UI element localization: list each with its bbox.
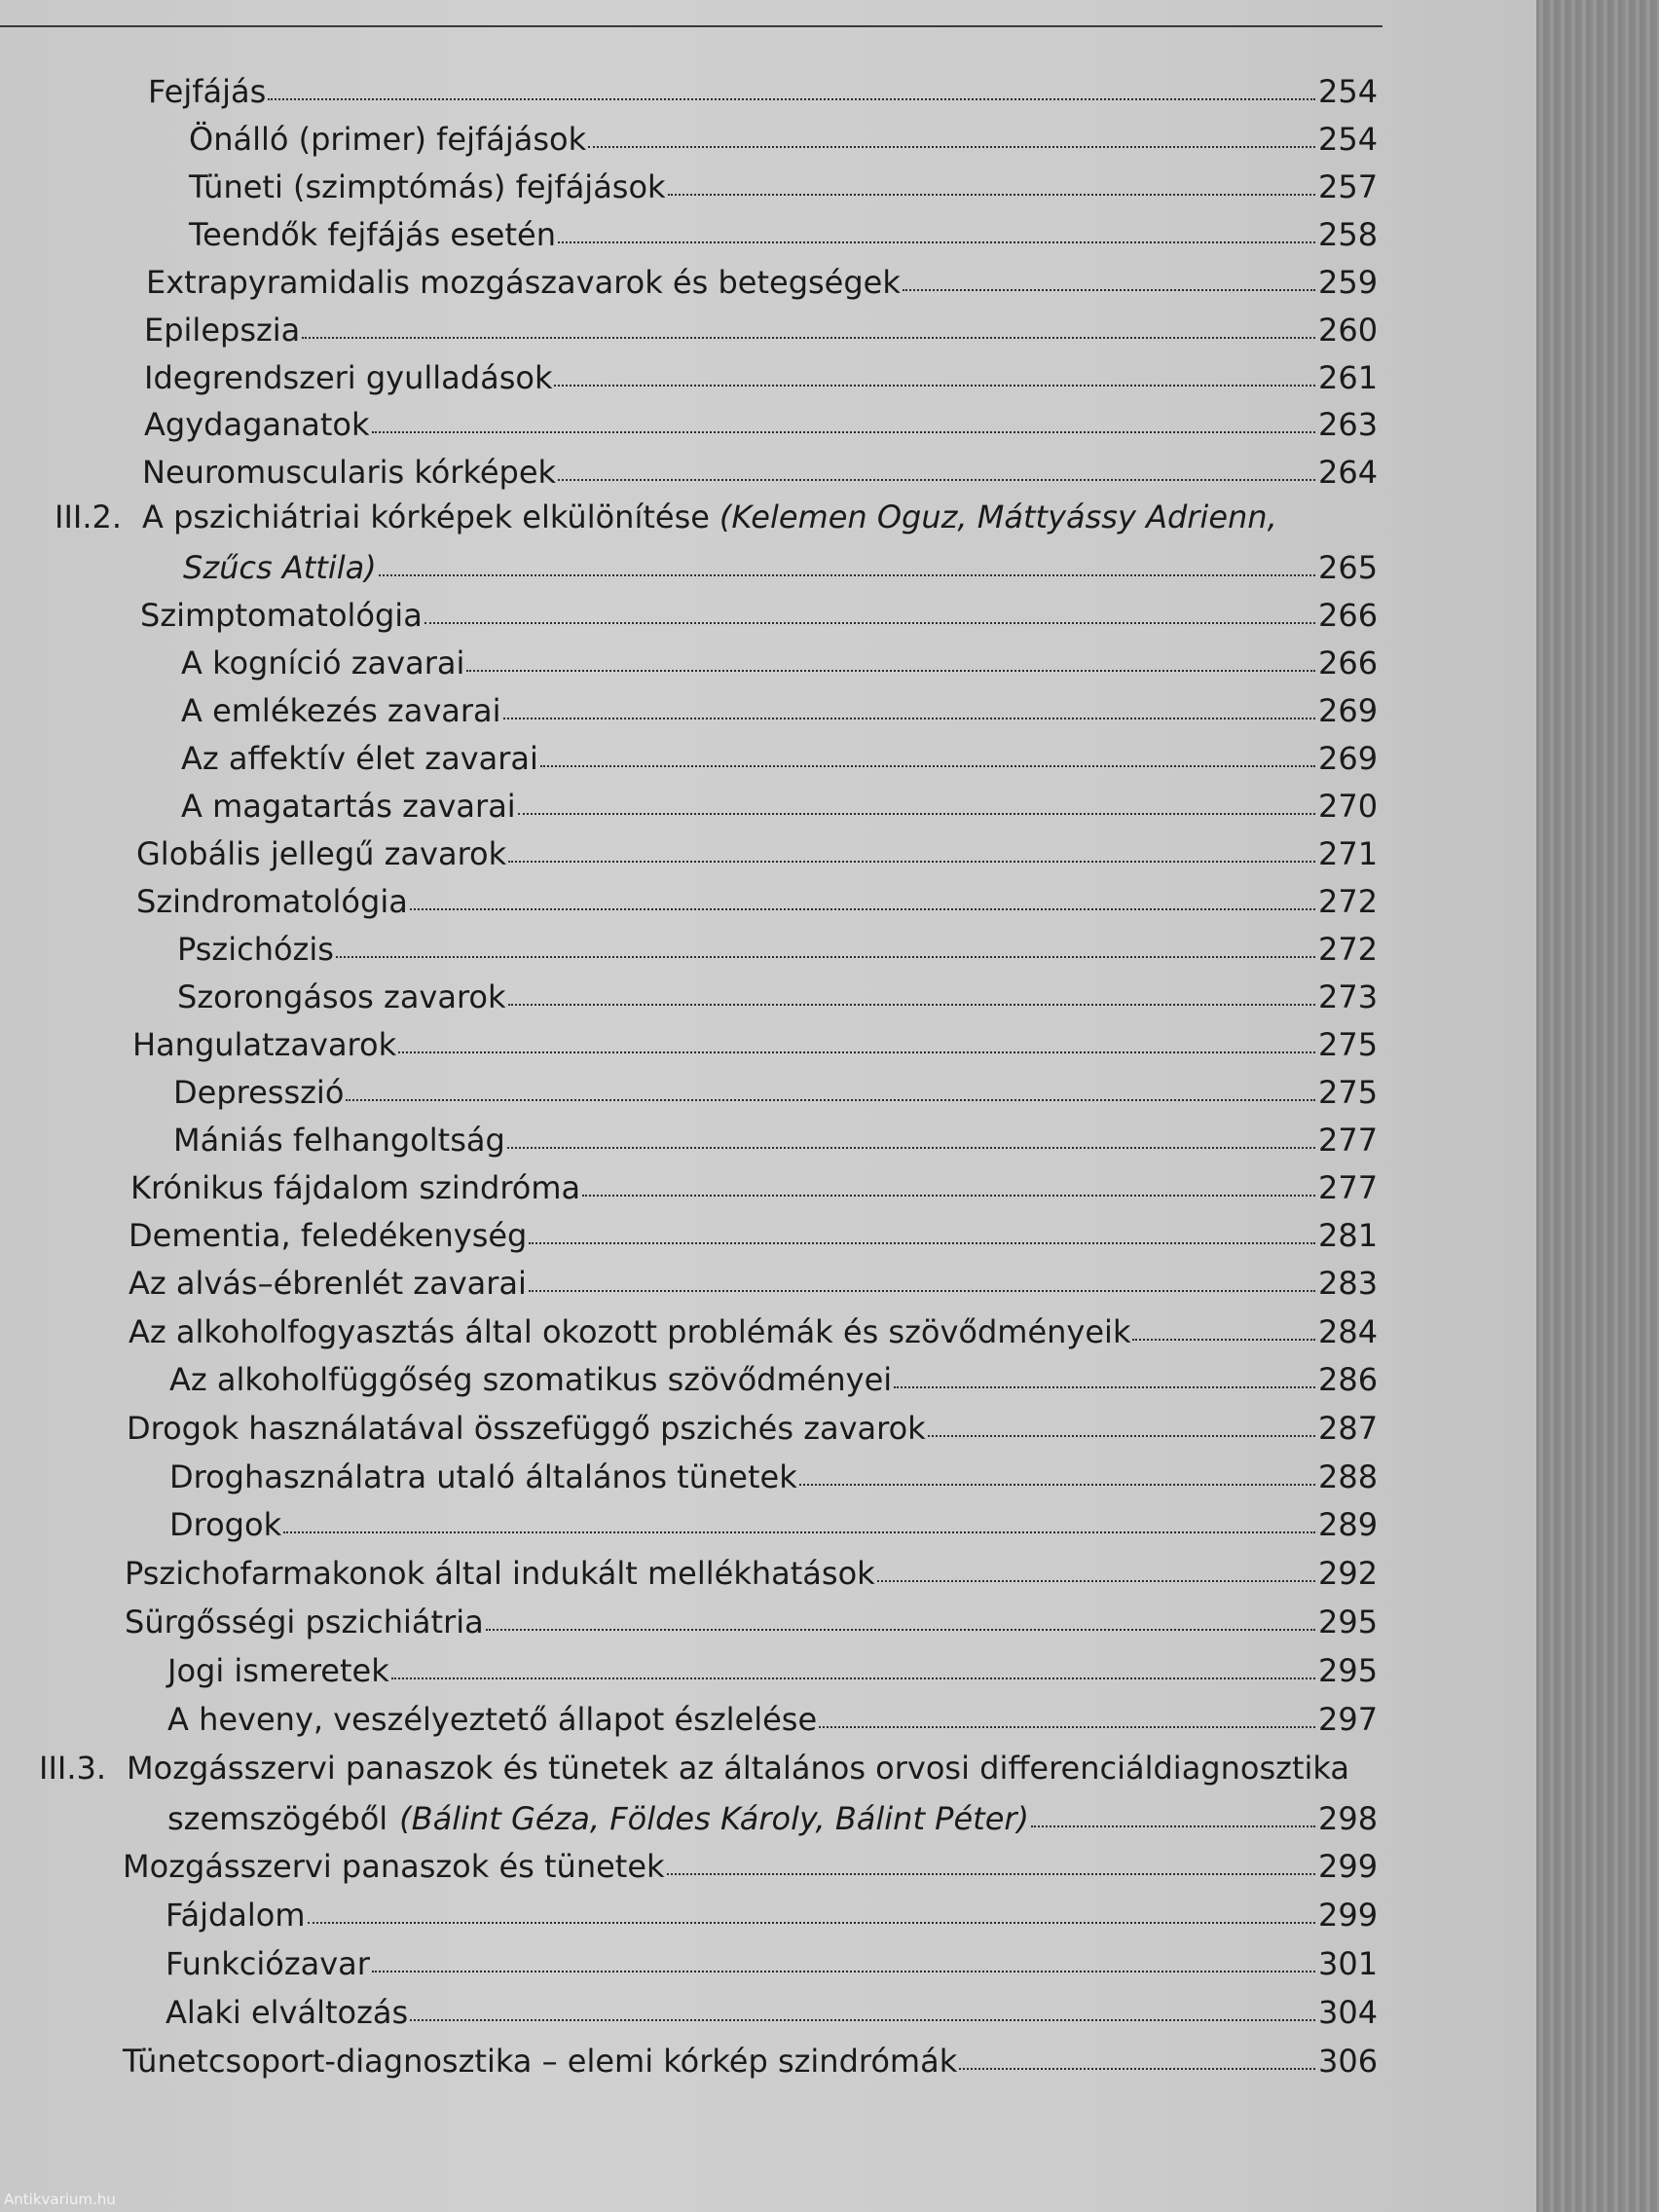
toc-entry: [173, 1059, 1379, 1111]
page-number: 258: [1318, 216, 1379, 253]
toc-entry: [181, 630, 1379, 682]
toc-entry: [167, 1686, 1379, 1738]
dot-leader: [466, 670, 1315, 672]
page-number: 254: [1318, 73, 1379, 110]
toc-entry: [125, 1589, 1379, 1641]
dot-leader: [268, 98, 1315, 100]
page-number: 277: [1318, 1122, 1379, 1159]
dot-leader: [667, 1873, 1315, 1875]
entry-title: Extrapyramidalis mozgászavarok és betegségek: [146, 264, 901, 301]
dot-leader: [346, 1099, 1315, 1101]
toc-entry: [129, 1250, 1379, 1302]
toc-entry: [140, 582, 1379, 634]
entry-title: Pszichózis: [177, 931, 334, 968]
entry-title: Az alkoholfogyasztás által okozott problémák és szövődményeik: [129, 1313, 1131, 1350]
dot-leader: [540, 765, 1315, 767]
entry-title: A heveny, veszélyeztető állapot észlelése: [167, 1701, 818, 1738]
entry-title: A kogníció zavarai: [181, 645, 465, 682]
toc-entry: [169, 1492, 1379, 1543]
page-number: 286: [1318, 1361, 1379, 1398]
toc-entry: [189, 202, 1379, 253]
page-number: 297: [1318, 1701, 1379, 1738]
page-number: 260: [1318, 312, 1379, 349]
toc-entry: [144, 345, 1379, 396]
dot-leader: [372, 1971, 1315, 1972]
entry-title: Dementia, feledékenység: [129, 1217, 528, 1254]
toc-entry: [166, 1979, 1379, 2031]
page-number: 284: [1318, 1313, 1379, 1350]
section-number: III.2.: [55, 498, 123, 535]
dot-leader: [799, 1484, 1315, 1486]
toc-entry: [173, 1107, 1379, 1159]
entry-title: Alaki elváltozás: [166, 1994, 409, 2031]
dot-leader: [302, 337, 1315, 339]
page-number: 289: [1318, 1506, 1379, 1543]
dot-leader: [518, 813, 1315, 815]
dot-leader: [1132, 1339, 1315, 1341]
page-number: 270: [1318, 788, 1379, 825]
toc-entry: [129, 1299, 1379, 1350]
dot-leader: [410, 908, 1315, 910]
entry-title: Fájdalom: [166, 1897, 306, 1934]
entry-title: Önálló (primer) fejfájások: [189, 121, 587, 158]
dot-leader: [410, 2019, 1315, 2021]
toc-entry: [169, 1346, 1379, 1398]
dot-leader: [588, 146, 1315, 148]
entry-title: Depresszió: [173, 1074, 345, 1111]
dot-leader: [529, 1242, 1315, 1244]
dot-leader: [668, 194, 1315, 196]
page-number: 263: [1318, 406, 1379, 443]
entry-title: Droghasználatra utaló általános tünetek: [169, 1458, 797, 1495]
toc-entry: [169, 1444, 1377, 1493]
section-authors: (Kelemen Oguz, Máttyássy Adrienn,: [719, 498, 1277, 535]
page-number: 259: [1318, 264, 1379, 301]
entry-title: Tüneti (szimptómás) fejfájások: [189, 168, 666, 205]
entry-title: szemszögéből: [167, 1800, 388, 1837]
entry-title: Mániás felhangoltság: [173, 1122, 505, 1159]
entry-title: Neuromuscularis kórképek: [142, 454, 557, 491]
entry-title: Drogok használatával összefüggő pszichés zavarok: [127, 1410, 926, 1447]
entry-authors: (Bálint Géza, Földes Károly, Bálint Péter): [399, 1800, 1030, 1837]
toc-entry: [189, 154, 1377, 203]
entry-title: Drogok: [169, 1506, 282, 1543]
dot-leader: [308, 1922, 1315, 1924]
toc-entry: [123, 2028, 1379, 2080]
toc-entry: [129, 1202, 1379, 1254]
dot-leader: [1031, 1825, 1315, 1827]
page-number: 299: [1318, 1848, 1379, 1885]
dot-leader: [959, 2068, 1315, 2070]
toc-entry: [132, 1012, 1379, 1063]
entry-title: Hangulatzavarok: [132, 1026, 397, 1063]
page-number: 298: [1318, 1800, 1379, 1837]
toc-entry: [166, 1882, 1379, 1934]
toc-entry: [125, 1540, 1379, 1592]
entry-title: Szimptomatológia: [140, 597, 423, 634]
entry-title: Globális jellegű zavarok: [136, 835, 507, 872]
section-title: Mozgásszervi panaszok és tünetek az általános orvosi differenciáldiagnosztika: [127, 1750, 1349, 1787]
section-title-line: [142, 498, 1277, 535]
entry-title: Funkciózavar: [166, 1945, 370, 1982]
dot-leader: [903, 289, 1315, 291]
page-number: 299: [1318, 1897, 1379, 1934]
dot-leader: [503, 718, 1315, 719]
page-number: 287: [1318, 1410, 1379, 1447]
toc-entry: [123, 1833, 1379, 1885]
dot-leader: [529, 1290, 1315, 1292]
page-number: 273: [1318, 978, 1379, 1015]
toc-entry: [136, 821, 1379, 872]
entry-title: Krónikus fájdalom szindróma: [130, 1169, 581, 1206]
page-number: 254: [1318, 121, 1379, 158]
toc-entry: [127, 1395, 1379, 1447]
dot-leader: [582, 1195, 1315, 1197]
entry-title: Sürgősségi pszichiátria: [125, 1604, 484, 1641]
dot-leader: [391, 1677, 1315, 1679]
toc-entry: [166, 1931, 1379, 1982]
section-entry: [183, 535, 1379, 586]
entry-title: A magatartás zavarai: [181, 788, 516, 825]
page-number: 275: [1318, 1026, 1379, 1063]
page-number: 295: [1318, 1652, 1379, 1689]
dot-leader: [928, 1435, 1315, 1437]
toc-entry: [130, 1155, 1379, 1206]
entry-title: Tünetcsoport-diagnosztika – elemi kórkép szindrómák: [123, 2043, 958, 2080]
dot-leader: [283, 1531, 1315, 1533]
dot-leader: [894, 1386, 1315, 1388]
toc-entry: [189, 106, 1379, 158]
toc-entry: [144, 297, 1379, 349]
page-number: 304: [1318, 1994, 1379, 2031]
entry-title: Mozgásszervi panaszok és tünetek: [123, 1848, 665, 1885]
page-number: 264: [1318, 454, 1379, 491]
dot-leader: [398, 1051, 1315, 1053]
toc-entry: [142, 439, 1379, 491]
page-number: 261: [1318, 359, 1379, 396]
page-number: 277: [1318, 1169, 1379, 1206]
background-surface: [1536, 0, 1659, 2212]
dot-leader: [486, 1629, 1315, 1631]
page-number: 288: [1318, 1458, 1379, 1495]
entry-title: A emlékezés zavarai: [181, 692, 501, 729]
entry-title: Teendők fejfájás esetén: [189, 216, 556, 253]
toc-entry: [181, 773, 1379, 825]
toc-entry: [136, 868, 1379, 920]
dot-leader: [558, 241, 1315, 243]
page-number: 301: [1318, 1945, 1379, 1982]
entry-title: Az affektív élet zavarai: [181, 740, 538, 777]
entry-title: Az alvás–ébrenlét zavarai: [129, 1265, 527, 1302]
toc-entry: [177, 964, 1377, 1013]
page-number: 283: [1318, 1265, 1379, 1302]
section-title-line: [127, 1750, 1349, 1787]
header-rule: [0, 25, 1382, 27]
page-number: 266: [1318, 597, 1379, 634]
page-number: 272: [1318, 883, 1379, 920]
section-entry: [167, 1786, 1379, 1837]
dot-leader: [379, 574, 1315, 576]
dot-leader: [424, 622, 1315, 624]
toc-entry: [181, 678, 1379, 729]
toc-entry: [177, 916, 1379, 968]
entry-title: Szindromatológia: [136, 883, 408, 920]
entry-title: Fejfájás: [148, 73, 267, 110]
dot-leader: [558, 479, 1315, 481]
page-number: 281: [1318, 1217, 1379, 1254]
page-number: 271: [1318, 835, 1379, 872]
watermark: Antikvarium.hu: [4, 2191, 116, 2208]
entry-title: Pszichofarmakonok által indukált mellékhatások: [125, 1555, 875, 1592]
entry-title: Agydaganatok: [144, 406, 370, 443]
dot-leader: [508, 1004, 1315, 1006]
page-number: 295: [1318, 1604, 1379, 1641]
toc-entry: [148, 58, 1379, 110]
page-number: 292: [1318, 1555, 1379, 1592]
dot-leader: [877, 1580, 1315, 1582]
entry-title: Jogi ismeretek: [167, 1652, 389, 1689]
page-number: 275: [1318, 1074, 1379, 1111]
entry-title: Szorongásos zavarok: [177, 978, 506, 1015]
dot-leader: [508, 861, 1315, 863]
entry-title: Az alkoholfüggőség szomatikus szövődményei: [169, 1361, 893, 1398]
entry-title: Idegrendszeri gyulladások: [144, 359, 553, 396]
page-number: 306: [1318, 2043, 1379, 2080]
toc-entry: [181, 725, 1379, 777]
toc-entry: [146, 249, 1379, 301]
dot-leader: [507, 1147, 1315, 1149]
page-number: 266: [1318, 645, 1379, 682]
section-title: A pszichiátriai kórképek elkülönítése: [142, 498, 710, 535]
dot-leader: [336, 956, 1315, 958]
page-number: 269: [1318, 740, 1379, 777]
page-number: 257: [1318, 168, 1379, 205]
section-number: III.3.: [39, 1750, 107, 1787]
entry-authors: Szűcs Attila): [183, 549, 377, 586]
page-number: 265: [1318, 549, 1379, 586]
dot-leader: [372, 431, 1315, 433]
entry-title: Epilepszia: [144, 312, 301, 349]
dot-leader: [554, 385, 1315, 387]
toc-entry: [167, 1638, 1379, 1689]
toc-entry: [144, 391, 1379, 443]
dot-leader: [819, 1726, 1315, 1728]
page-number: 272: [1318, 931, 1379, 968]
page-number: 269: [1318, 692, 1379, 729]
